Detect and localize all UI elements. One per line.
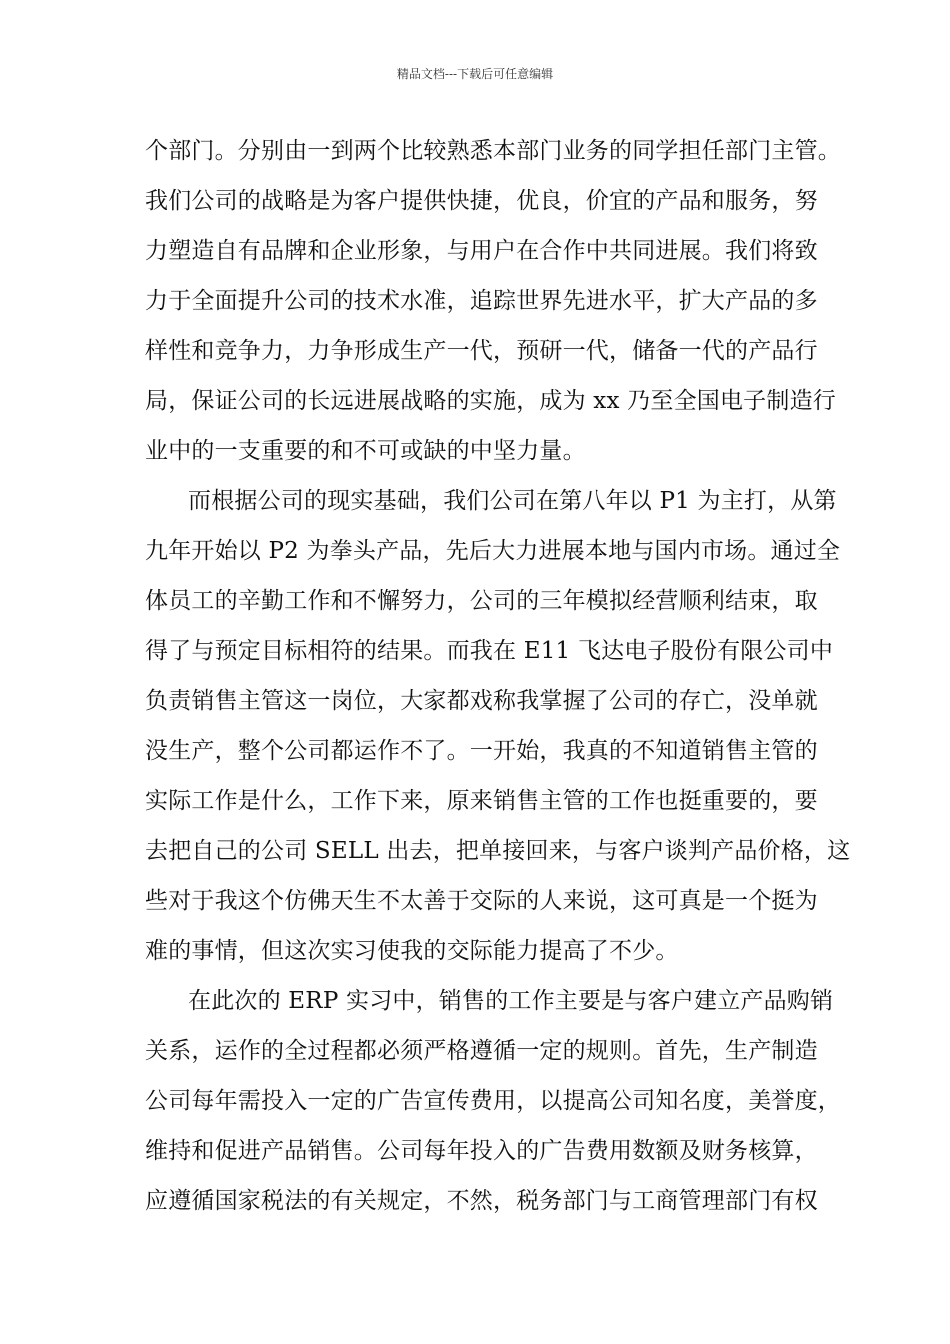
- text-line: 负责销售主管这一岗位，大家都戏称我掌握了公司的存亡，没单就: [145, 688, 818, 714]
- paragraph-first-line: 而根据公司的现实基础，我们公司在第八年以 P1 为主打，从第: [188, 488, 837, 514]
- text-line: 力塑造自有品牌和企业形象，与用户在合作中共同进展。我们将致: [145, 238, 818, 264]
- text-line: 应遵循国家税法的有关规定，不然，税务部门与工商管理部门有权: [145, 1188, 818, 1214]
- text-line: 关系，运作的全过程都必须严格遵循一定的规则。首先，生产制造: [145, 1038, 818, 1064]
- text-line: 实际工作是什么，工作下来，原来销售主管的工作也挺重要的，要: [145, 788, 818, 814]
- text-line: 力于全面提升公司的技术水准，追踪世界先进水平，扩大产品的多: [145, 288, 818, 314]
- page-header: 精品文档---下载后可任意编辑: [396, 67, 554, 81]
- text-line: 些对于我这个仿佛天生不太善于交际的人来说，这可真是一个挺为: [145, 888, 818, 914]
- text-line: 得了与预定目标相符的结果。而我在 E11 飞达电子股份有限公司中: [145, 638, 834, 664]
- text-line: 体员工的辛勤工作和不懈努力，公司的三年模拟经营顺利结束，取: [145, 588, 818, 614]
- text-line: 去把自己的公司 SELL 出去，把单接回来，与客户谈判产品价格，这: [145, 838, 851, 864]
- text-line: 局，保证公司的长远进展战略的实施，成为 xx 乃至全国电子制造行: [145, 388, 836, 414]
- text-line: 维持和促进产品销售。公司每年投入的广告费用数额及财务核算，: [145, 1138, 818, 1164]
- text-line: 个部门。分别由一到两个比较熟悉本部门业务的同学担任部门主管。: [145, 138, 841, 164]
- text-line: 公司每年需投入一定的广告宣传费用，以提高公司知名度，美誉度，: [145, 1088, 841, 1114]
- text-line: 难的事情，但这次实习使我的交际能力提高了不少。: [145, 938, 679, 964]
- paragraph-first-line: 在此次的 ERP 实习中，销售的工作主要是与客户建立产品购销: [188, 988, 834, 1014]
- text-line: 我们公司的战略是为客户提供快捷，优良，价宜的产品和服务，努: [145, 188, 818, 214]
- text-line: 九年开始以 P2 为拳头产品，先后大力进展本地与国内市场。通过全: [145, 538, 841, 564]
- text-line: 没生产，整个公司都运作不了。一开始，我真的不知道销售主管的: [145, 738, 818, 764]
- text-line: 业中的一支重要的和不可或缺的中坚力量。: [145, 438, 586, 464]
- text-line: 样性和竞争力，力争形成生产一代，预研一代，储备一代的产品行: [145, 338, 818, 364]
